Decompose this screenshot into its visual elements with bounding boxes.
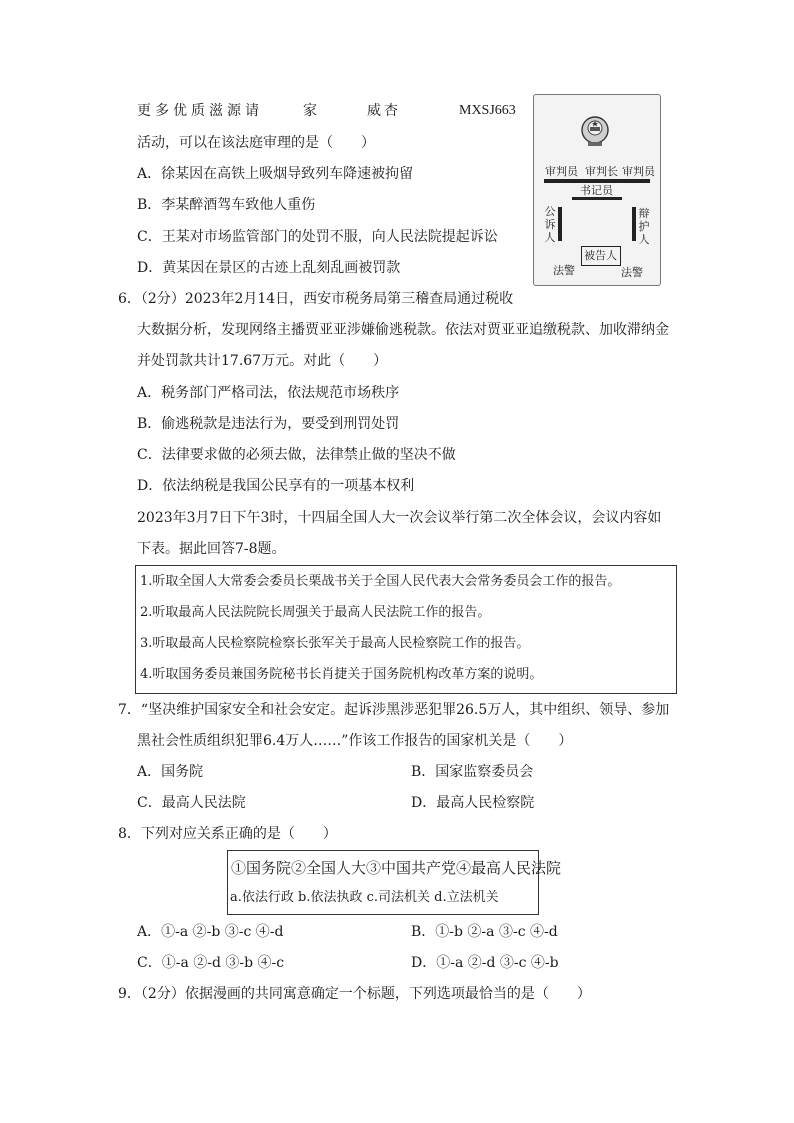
- q7-option-c: C．最高人民法院: [137, 795, 246, 811]
- agenda-item-2: 2.听取最高人民法院院长周强关于最高人民法院工作的报告。: [140, 605, 491, 620]
- header-word-2: 威杏: [367, 103, 401, 119]
- agenda-item-1: 1.听取全国人大常委会委员长栗战书关于全国人民代表大会常务委员会工作的报告。: [140, 574, 621, 589]
- court-label-chief-judge: 审判长: [585, 165, 618, 178]
- court-label-defendant: 被告人: [584, 249, 617, 262]
- prosecutor-desk: [558, 207, 562, 241]
- judge-bench: [544, 179, 650, 183]
- q7-option-a: A．国务院: [137, 764, 204, 780]
- q9-stem: 9．（2分）依据漫画的共同寓意确定一个标题，下列选项最恰当的是（ ）: [118, 986, 591, 1002]
- q8-stem: 8．下列对应关系正确的是（ ）: [118, 826, 337, 842]
- court-label-police-right: 法警: [621, 266, 643, 279]
- q5-option-d: D．黄某因在景区的古迹上乱刻乱画被罚款: [137, 260, 401, 276]
- q7-option-b: B．国家监察委员会: [411, 764, 534, 780]
- courtroom-figure: [533, 94, 661, 286]
- q8-box-line2: a.依法行政 b.依法执政 c.司法机关 d.立法机关: [230, 890, 499, 905]
- q6-option-d: D．依法纳税是我国公民享有的一项基本权利: [137, 478, 415, 494]
- q5-option-a: A．徐某因在高铁上吸烟导致列车降速被拘留: [137, 166, 414, 182]
- agenda-item-4: 4.听取国务委员兼国务院秘书长肖捷关于国务院机构改革方案的说明。: [140, 667, 543, 682]
- q6-stem-line2: 大数据分析，发现网络主播贾亚亚涉嫌偷逃税款。依法对贾亚亚追缴税款、加收滞纳金: [137, 322, 669, 338]
- q8-option-c: C．①-a ②-d ③-b ④-c: [137, 955, 285, 971]
- q5-option-c: C．王某对市场监管部门的处罚不服，向人民法院提起诉讼: [137, 229, 498, 245]
- agenda-item-3: 3.听取最高人民检察院检察长张军关于最高人民检察院工作的报告。: [140, 636, 530, 651]
- q6-stem-line3: 并处罚款共计17.67万元。对此（ ）: [137, 353, 388, 369]
- q6-option-b: B．偷逃税款是违法行为，要受到刑罚处罚: [137, 416, 400, 432]
- q5-option-b: B．李某醉酒驾车致他人重伤: [137, 197, 316, 213]
- court-label-judge-right: 审判员: [622, 165, 655, 178]
- header-text: 更多优质滋源请: [137, 103, 263, 119]
- court-label-defender: 辩护人: [638, 207, 650, 246]
- q6-stem-line1: 6．（2分）2023年2月14日，西安市税务局第三稽查局通过税收: [118, 291, 514, 307]
- q7-stem-line2: 黑社会性质组织犯罪6.4万人……”作该工作报告的国家机关是（ ）: [137, 733, 573, 749]
- header-word-1: 家: [303, 103, 317, 119]
- intro78-line2: 下表。据此回答7-8题。: [137, 541, 286, 557]
- header-code: MXSJ663: [459, 103, 516, 118]
- q6-option-c: C．法律要求做的必须去做，法律禁止做的坚决不做: [137, 447, 456, 463]
- q7-stem-line1: 7．“坚决维护国家安全和社会安定。起诉涉黑涉恶犯罪26.5万人，其中组织、领导、参加: [118, 702, 670, 718]
- court-label-judge-left: 审判员: [545, 165, 578, 178]
- q6-option-a: A．税务部门严格司法，依法规范市场秩序: [137, 385, 400, 401]
- clerk-desk: [572, 197, 622, 200]
- q5-stem: 活动，可以在该法庭审理的是（ ）: [137, 135, 375, 151]
- national-emblem-icon: [580, 115, 610, 147]
- intro78-line1: 2023年3月7日下午3时，十四届全国人大一次会议举行第二次全体会议，会议内容如: [137, 510, 662, 526]
- q8-option-d: D．①-a ②-d ③-c ④-b: [411, 955, 559, 971]
- defender-desk: [632, 207, 636, 241]
- q8-box-line1: ①国务院②全国人大③中国共产党④最高人民法院: [231, 859, 562, 877]
- q8-option-b: B．①-b ②-a ③-c ④-d: [411, 924, 558, 940]
- q7-option-d: D．最高人民检察院: [411, 795, 535, 811]
- court-label-prosecutor: 公诉人: [544, 205, 556, 244]
- court-label-police-left: 法警: [553, 264, 575, 277]
- court-label-clerk: 书记员: [580, 184, 613, 197]
- q8-option-a: A．①-a ②-b ③-c ④-d: [137, 924, 284, 940]
